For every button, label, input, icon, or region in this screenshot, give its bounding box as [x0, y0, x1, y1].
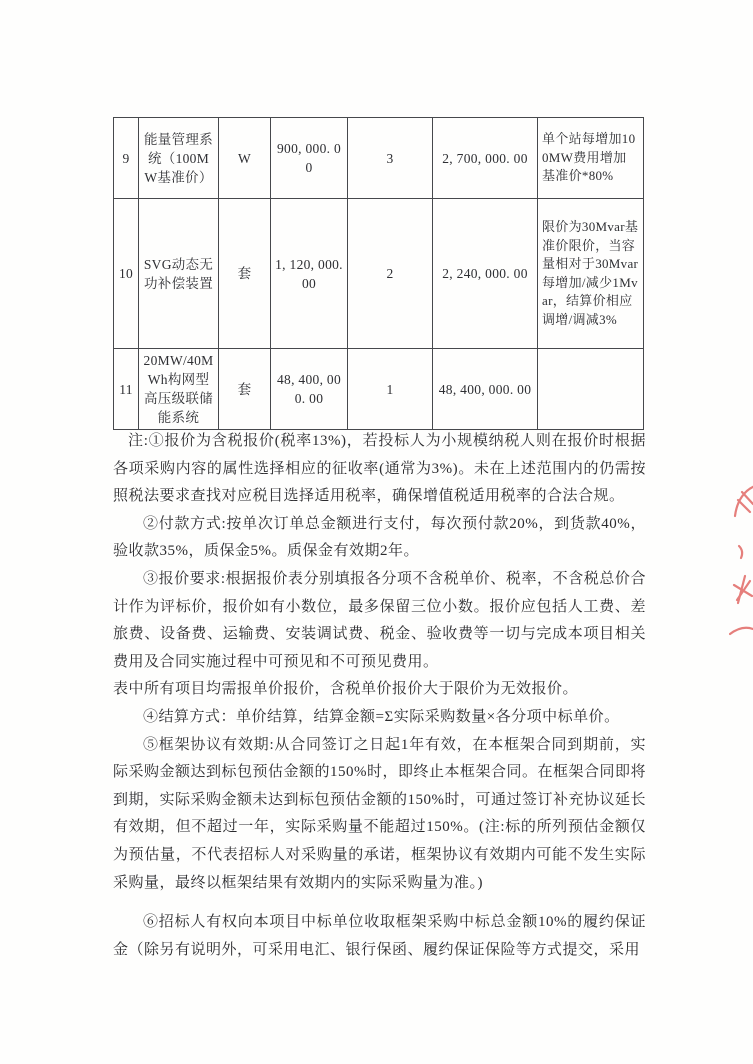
cell-item-name: SVG动态无功补偿装置 — [139, 199, 219, 349]
cell-unit-price: 1, 120, 000. 00 — [271, 199, 348, 349]
cell-quantity: 1 — [348, 349, 433, 430]
note-paragraph-1: 注:①报价为含税报价(税率13%)，若投标人为小规模纳税人则在报价时根据各项采购内容的属性选择相应的征收率(通常为3%)。未在上述范围内的仍需按照税法要求查找对应税目选择适用税率，确保增值税适用税率的合法合规。 — [113, 433, 646, 505]
cell-item-name: 20MW/40MWh构网型高压级联储能系统 — [139, 349, 219, 430]
cell-total-price: 2, 700, 000. 00 — [433, 118, 538, 199]
cell-remark: 单个站每增加100MW费用增加基准价*80% — [538, 118, 644, 199]
note-paragraph-2: ②付款方式:按单次订单总金额进行支付，每次预付款20%，到货款40%，验收款35%，质保金5%。质保金有效期2年。 — [113, 515, 646, 560]
cell-unit: 套 — [219, 349, 271, 430]
table-row — [114, 118, 644, 199]
notes-section — [113, 428, 646, 964]
cell-seq: 10 — [114, 199, 139, 349]
note-paragraph-5: ④结算方式：单价结算，结算金额=Σ实际采购数量×各分项中标单价。 — [143, 708, 620, 725]
note-paragraph-4: 表中所有项目均需报单价报价，含税单价报价大于限价为无效报价。 — [113, 681, 579, 698]
cell-remark: 限价为30Mvar基准价限价，当容量相对于30Mvar每增加/减少1Mvar，结算价相应调增/调减3% — [538, 199, 644, 349]
cell-unit: 套 — [219, 199, 271, 349]
cell-quantity: 2 — [348, 199, 433, 349]
red-ink-marks — [729, 482, 753, 654]
cell-item-name: 能量管理系统（100MW基准价） — [139, 118, 219, 199]
table-row — [114, 349, 644, 430]
cell-unit-price: 48, 400, 000. 00 — [271, 349, 348, 430]
cell-total-price: 2, 240, 000. 00 — [433, 199, 538, 349]
table-row — [114, 199, 644, 349]
cell-seq: 9 — [114, 118, 139, 199]
cell-total-price: 48, 400, 000. 00 — [433, 349, 538, 430]
cell-remark — [538, 349, 644, 430]
price-table — [113, 117, 644, 430]
note-paragraph-7: ⑥招标人有权向本项目中标单位收取框架采购中标总金额10%的履约保证金（除另有说明外，可采用电汇、银行保函、履约保证保险等方式提交，采用 — [113, 914, 646, 958]
note-paragraph-3: ③报价要求:根据报价表分别填报各分项不含税单价、税率，不含税总价合计作为评标价，报价如有小数位，最多保留三位小数。报价应包括人工费、差旅费、设备费、运输费、安装调试费、税金、验收费等一切与完成本项目相关费用及合同实施过程中可预见和不可预见费用。 — [113, 570, 646, 670]
note-paragraph-6: ⑤框架协议有效期:从合同签订之日起1年有效，在本框架合同到期前，实际采购金额达到标包预估金额的150%时，即终止本框架合同。在框架合同即将到期，实际采购金额未达到标包预估金额的150%时，可通过签订补充协议延长有效期，但不超过一年，实际采购量不能超过150%。(注:标的所列预估金额仅为预估量，不代表招标人对采购量的承诺，框架协议有效期内可能不发生实际采购量，最终以框架结果有效期内的实际采购量为准。) — [113, 736, 646, 891]
cell-unit-price: 900, 000. 00 — [271, 118, 348, 199]
cell-unit: W — [219, 118, 271, 199]
cell-seq: 11 — [114, 349, 139, 430]
cell-quantity: 3 — [348, 118, 433, 199]
